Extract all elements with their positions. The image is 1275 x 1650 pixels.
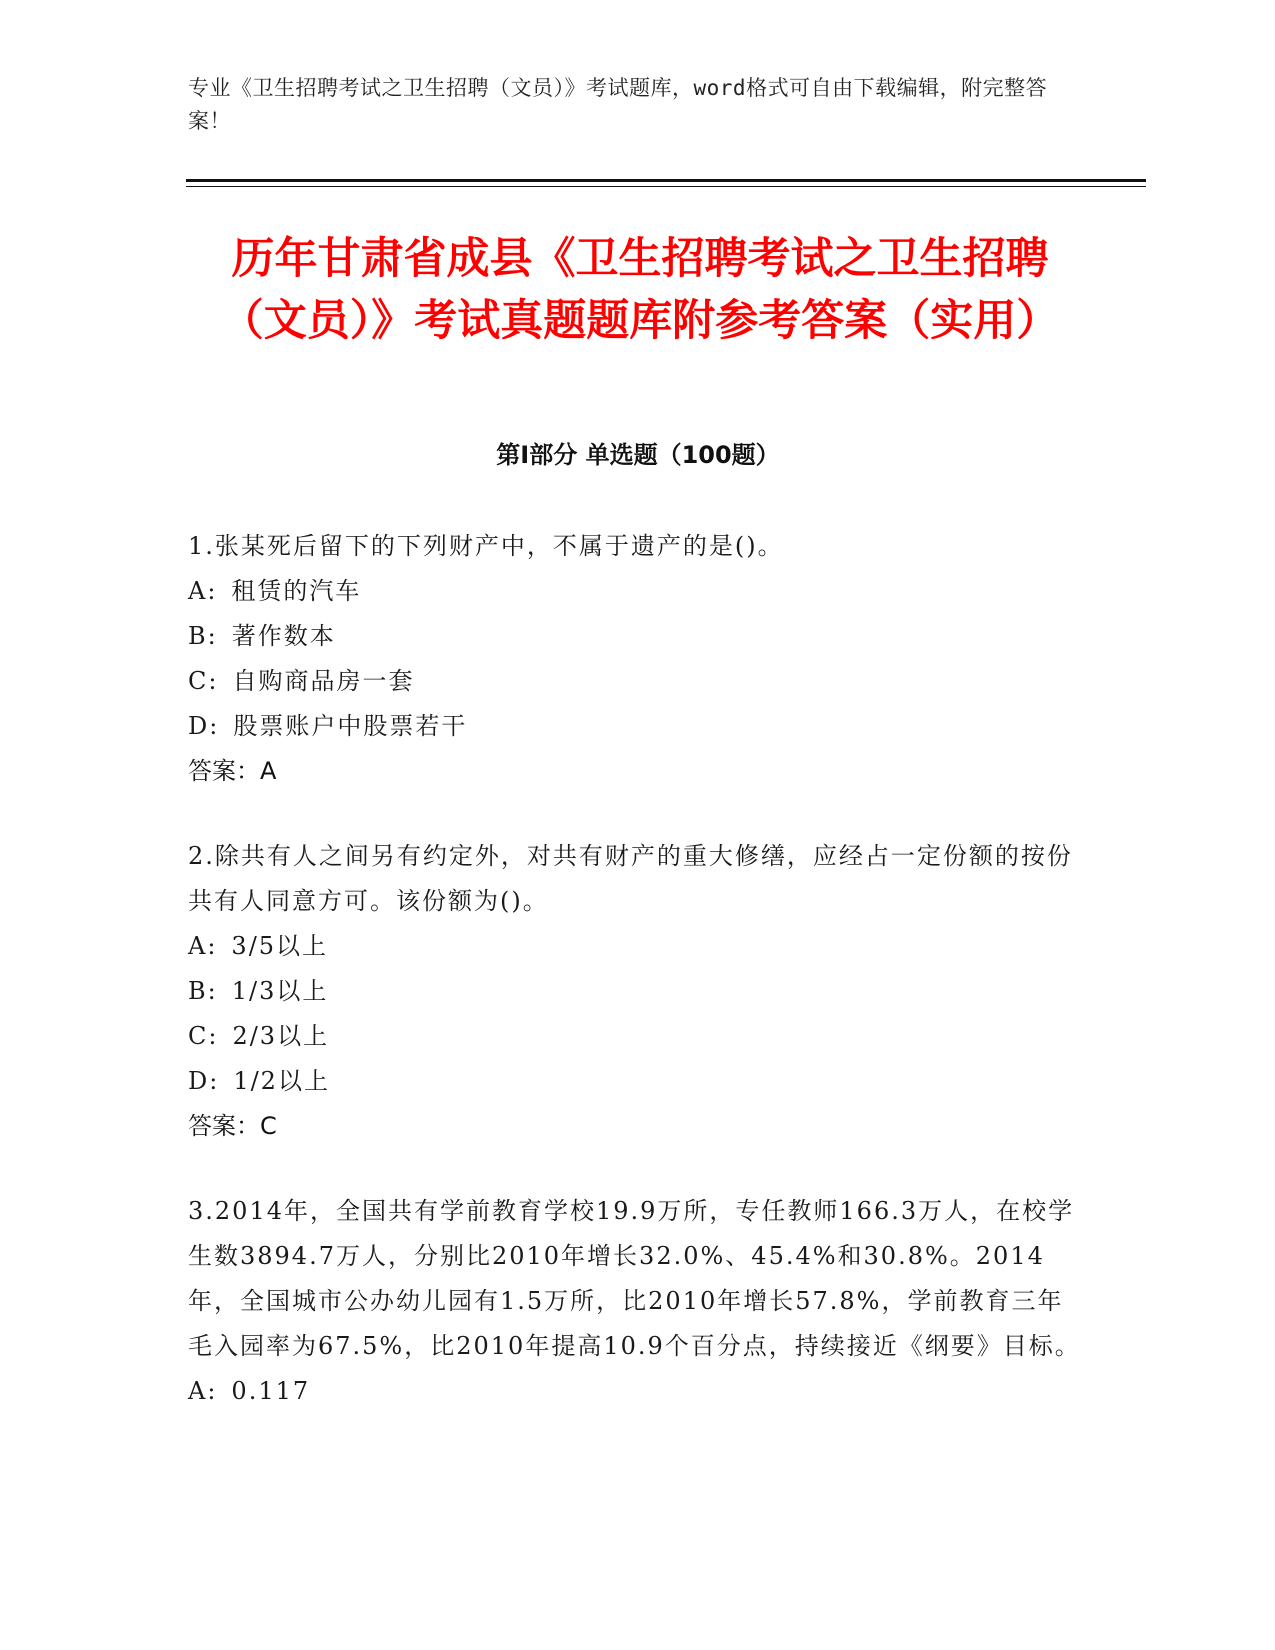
option-c [188, 1014, 1088, 1059]
option-text: 0.117 [231, 1377, 311, 1405]
option-key: A: [188, 577, 218, 605]
option-key: C: [188, 1022, 219, 1050]
document-title: 历年甘肃省成县《卫生招聘考试之卫生招聘（文员）》考试真题题库附参考答案（实用） [220, 234, 1060, 346]
option-key: B: [188, 977, 218, 1005]
question-list [188, 524, 1088, 1454]
question-stem: 2.除共有人之间另有约定外，对共有财产的重大修缮，应经占一定份额的按份共有人同意方可。该份额为()。 [188, 842, 1073, 915]
option-text: 3/5以上 [231, 932, 329, 960]
option-key: B: [188, 622, 218, 650]
question-item [188, 834, 1088, 1149]
section-heading: 第Ⅰ部分 单选题（100题） [496, 441, 780, 469]
answer-line: 答案：A [188, 757, 277, 785]
header-rule-thick [186, 179, 1146, 182]
option-text: 自购商品房一套 [232, 667, 415, 695]
question-stem: 1.张某死后留下的下列财产中，不属于遗产的是()。 [188, 532, 784, 560]
header-rule-thin [186, 186, 1146, 187]
header-note: 专业《卫生招聘考试之卫生招聘（文员）》考试题库，word格式可自由下载编辑，附完整答案！ [188, 76, 1048, 133]
option-text: 股票账户中股票若干 [233, 712, 468, 740]
answer-line: 答案：C [188, 1112, 277, 1140]
option-key: A: [188, 932, 218, 960]
question-item [188, 524, 1088, 794]
option-a [188, 569, 1088, 614]
option-key: D: [188, 1067, 220, 1095]
option-c [188, 659, 1088, 704]
option-text: 1/3以上 [231, 977, 329, 1005]
option-a [188, 1369, 1088, 1414]
option-a [188, 924, 1088, 969]
option-text: 著作数本 [231, 622, 336, 650]
option-d [188, 1059, 1088, 1104]
question-stem: 3.2014年，全国共有学前教育学校19.9万所，专任教师166.3万人，在校学生数3894.7万人，分别比2010年增长32.0%、45.4%和30.8%。2014年，全国城市公办幼儿园有1.5万所，比2010年增长57.8%，学前教育三年毛入园率为67.5%，比2010年提高10.9个百分点，持续接近《纲要》目标。 [188, 1197, 1081, 1360]
option-b [188, 614, 1088, 659]
option-d [188, 704, 1088, 749]
option-key: C: [188, 667, 219, 695]
option-text: 1/2以上 [233, 1067, 330, 1095]
option-text: 2/3以上 [232, 1022, 330, 1050]
option-text: 租赁的汽车 [231, 577, 362, 605]
option-key: A: [188, 1377, 218, 1405]
option-key: D: [188, 712, 220, 740]
question-item [188, 1189, 1088, 1414]
option-b [188, 969, 1088, 1014]
